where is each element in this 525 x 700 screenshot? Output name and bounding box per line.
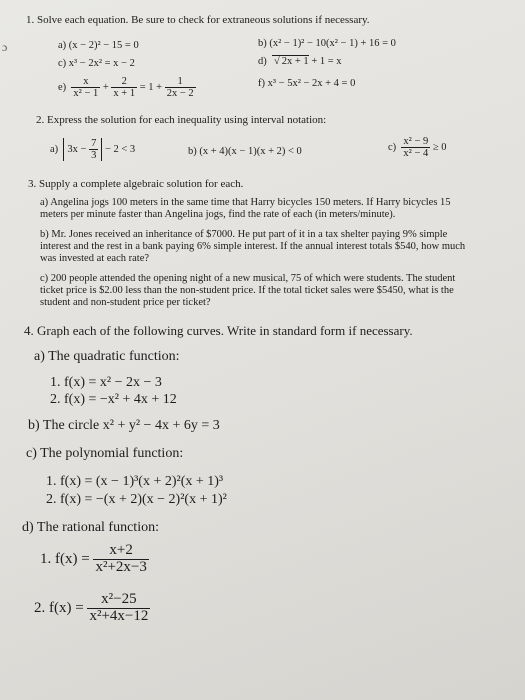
q2-c: c) $\frac{\text{x² − 9}}{\text{x² − 4}}$ ≥ 0	[388, 136, 447, 160]
q4-a1: 1. f(x) = x² − 2x − 3	[50, 375, 162, 390]
q3-a-line1: a) Angelina jogs 100 meters in the same time that Harry bicycles 150 meters. If Harry bicycles 15	[40, 197, 451, 208]
q1-d: d) √ 2x + 1 + 1 = x	[258, 56, 342, 67]
q1-b: b) (x² − 1)² − 10(x² − 1) + 16 = 0	[258, 38, 396, 49]
q3-b-line3: was invested at each rate?	[40, 253, 150, 264]
q4-c1: 1. f(x) = (x − 1)³(x + 2)²(x + 1)³	[46, 474, 224, 489]
q4-c: c) The polynomial function:	[26, 446, 184, 461]
q3-c-line3: student and non-student price per ticket?	[40, 297, 211, 308]
q1-a: a) (x − 2)² − 15 = 0	[58, 40, 139, 51]
q3-c-line2: ticket price is $2.00 less than the non-student price. If the total ticket sales were $5450, what is the	[40, 285, 454, 296]
q4-header: 4. Graph each of the following curves. Write in standard form if necessary.	[24, 323, 413, 338]
q3-a-line2: meters per minute faster than Angelina jogs, find the rate of each (in meters/minute).	[40, 209, 396, 220]
q1-e: e) $\frac{x}{\text{x² − 1}}$ + $\frac{2}{x + 1}$ = 1 + $\frac{1}{2x - 2}$	[58, 76, 194, 100]
q3-b-line1: b) Mr. Jones received an inheritance of $7000. He put part of it in a tax shelter paying 9% simple	[40, 229, 448, 240]
q4-a2: 2. f(x) = −x² + 4x + 12	[50, 392, 177, 407]
q4-d2: 2. f(x) = $\frac{\text{x²−25}}{\text{x²+4x−12}}$	[34, 591, 149, 624]
q4-c2: 2. f(x) = −(x + 2)(x − 2)²(x + 1)²	[46, 492, 227, 507]
q1-c: c) x³ − 2x² = x − 2	[58, 58, 135, 69]
q4-d: d) The rational function:	[22, 520, 159, 535]
q2-b: b) (x + 4)(x − 1)(x + 2) < 0	[188, 146, 302, 157]
q3-header: 3. Supply a complete algebraic solution for each.	[28, 178, 244, 190]
margin-mark: ɔ	[2, 40, 8, 54]
q4-d1: 1. f(x) = $\frac{x+2}{\text{x²+2x−3}}$	[40, 542, 147, 575]
q4-b: b) The circle x² + y² − 4x + 6y = 3	[28, 418, 220, 433]
q1-header: 1. Solve each equation. Be sure to check for extraneous solutions if necessary.	[26, 14, 370, 26]
q2-a: a) 3x − $\frac{7}{3}$ − 2 < 3	[50, 138, 136, 162]
q1-f: f) x³ − 5x² − 2x + 4 = 0	[258, 78, 356, 89]
q2-header: 2. Express the solution for each inequality using interval notation:	[36, 114, 327, 126]
q3-b-line2: interest and the rest in a bank paying 6% simple interest. If the annual interest totals $540, how much	[40, 241, 466, 252]
q3-c-line1: c) 200 people attended the opening night of a new musical, 75 of which were students. The student	[40, 273, 456, 284]
q4-a: a) The quadratic function:	[34, 349, 180, 364]
